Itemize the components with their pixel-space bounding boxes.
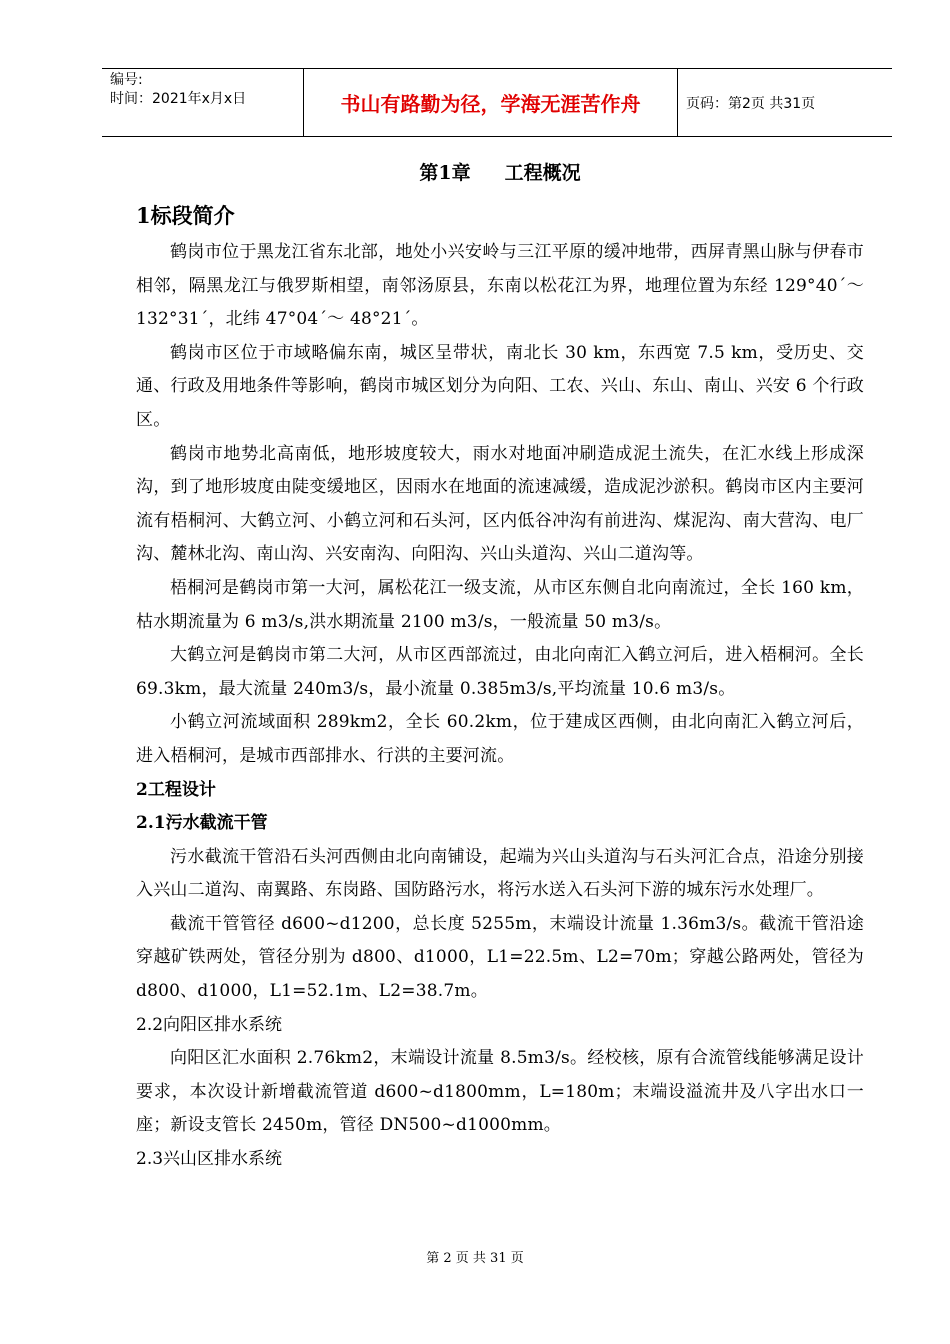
chapter-title [136,158,864,188]
chapter-number: 第1章 [419,162,471,184]
page-header [102,68,892,137]
header-motto: 书山有路勤为径，学海无涯苦作舟 [304,69,678,136]
paragraph: 大鹤立河是鹤岗市第二大河，从市区西部流过，由北向南汇入鹤立河后，进入梧桐河。全长 69.3km，最大流量 240m3/s，最小流量 0.385m3/s,平均流量 10.6 m3/s。 [136,645,864,699]
chapter-name: 工程概况 [504,162,581,184]
paragraph: 污水截流干管沿石头河西侧由北向南铺设，起端为兴山头道沟与石头河汇合点，沿途分别接入兴山二道沟、南翼路、东岗路、国防路污水，将污水送入石头河下游的城东污水处理厂。 [136,846,864,901]
paragraph: 小鹤立河流域面积 289km2，全长 60.2km，位于建成区西侧，由北向南汇入鹤立河后，进入梧桐河，是城市西部排水、行洪的主要河流。 [136,712,864,766]
paragraph: 向阳区汇水面积 2.76km2，末端设计流量 8.5m3/s。经校核，原有合流管线能够满足设计要求，本次设计新增截流管道 d600~d1800mm，L=180m；末端设溢流井及八字出水口一座；新设支管长 2450m，管径 DN500~d1000mm。 [136,1048,864,1136]
document-time-label: 时间：2021年x月x日 [110,91,247,107]
paragraph: 梧桐河是鹤岗市第一大河，属松花江一级支流，从市区东侧自北向南流过，全长 160 km，枯水期流量为 6 m3/s,洪水期流量 2100 m3/s，一般流量 50 m3/s。 [136,577,864,632]
paragraph: 鹤岗市区位于市域略偏东南，城区呈带状，南北长 30 km，东西宽 7.5 km，受历史、交通、行政及用地条件等影响，鹤岗市城区划分为向阳、工农、兴山、东山、南山、兴安 6 个行政区。 [136,342,864,430]
paragraph: 鹤岗市地势北高南低，地形坡度较大，雨水对地面冲刷造成泥土流失，在汇水线上形成深沟，到了地形坡度由陡变缓地区，因雨水在地面的流速减缓，造成泥沙淤积。鹤岗市区内主要河流有梧桐河、大鹤立河、小鹤立河和石头河，区内低谷冲沟有前进沟、煤泥沟、南大营沟、电厂沟、麓林北沟、南山沟、兴安南沟、向阳沟、兴山头道沟、兴山二道沟等。 [136,443,864,565]
section-2-1-heading: 2.1污水截流干管 [136,813,268,834]
page-footer: 第 2 页 共 31 页 [426,1251,524,1266]
header-meta [102,69,304,136]
paragraph: 截流干管管径 d600~d1200，总长度 5255m，末端设计流量 1.36m3/s。截流干管沿途穿越矿铁两处，管径分别为 d800、d1000，L1=22.5m、L2=70m；穿越公路两处，管径为 d800、d1000，L1=52.1m、L2=38.7m。 [136,913,864,1002]
paragraph: 鹤岗市位于黑龙江省东北部，地处小兴安岭与三江平原的缓冲地带，西屏青黑山脉与伊春市相邻，隔黑龙江与俄罗斯相望，南邻汤原县，东南以松花江为界，地理位置为东经 129°40´～ 132°31´，北纬 47°04´～ 48°21´。 [136,242,864,330]
section-2-2-heading: 2.2向阳区排水系统 [136,1014,283,1035]
document-body [136,150,864,1177]
document-number-label: 编号: [110,72,143,88]
section-2-3-heading: 2.3兴山区排水系统 [136,1149,283,1170]
section-2-heading: 2工程设计 [136,779,216,800]
section-1-heading: 1标段简介 [136,203,235,228]
header-page-indicator: 页码：第2页 共31页 [686,95,816,112]
